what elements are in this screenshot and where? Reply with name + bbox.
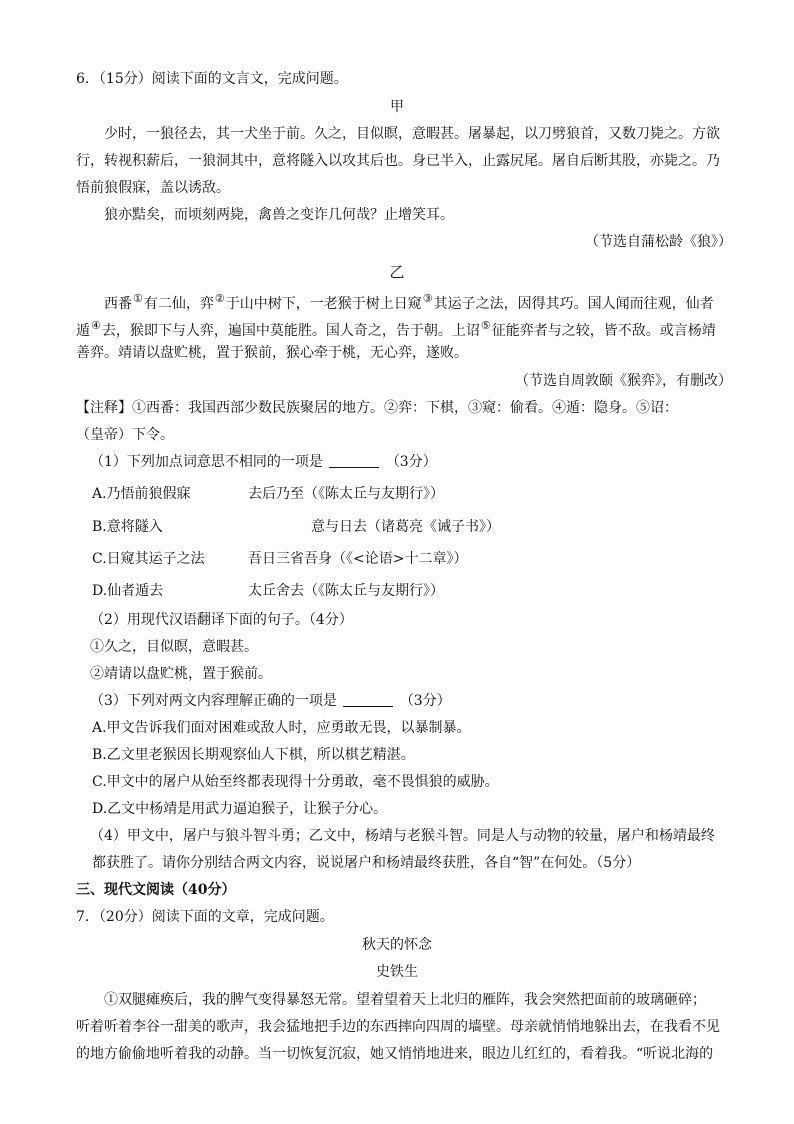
option-b-left: B.意将隧入 <box>92 519 163 535</box>
yi-paragraph-line <box>104 289 714 312</box>
q7-header: 7．（20分）阅读下面的文章，完成问题。 <box>76 909 334 925</box>
sub1-prompt-text: （1）下列加点词意思不相同的一项是 <box>90 454 323 470</box>
note-marker: ② <box>214 292 225 305</box>
yi-text: 于山中树下，一老猴于树上日窥 <box>225 296 422 312</box>
sub1-prompt <box>90 452 437 472</box>
answer-blank[interactable] <box>329 453 379 468</box>
sub3-prompt <box>90 691 451 711</box>
sub1-score: （3分） <box>385 454 437 470</box>
sub3-option: A.甲文告诉我们面对困难或敌人时，应勇敢无畏，以暴制暴。 <box>92 720 471 736</box>
sub2-prompt: （2）用现代汉语翻译下面的句子。（4分） <box>90 612 353 628</box>
option-b-right: 意与日去（诸葛亮《诫子书》） <box>311 519 500 535</box>
note-marker: ① <box>133 292 143 305</box>
notes-line: 【注释】①西番：我国西部少数民族聚居的地方。②弈：下棋，③窥：偷看。④遁：隐身。⑤诏： <box>76 400 678 416</box>
sub2-item: ②靖请以盘贮桃，置于猴前。 <box>90 666 272 682</box>
note-marker: ⑤ <box>480 319 491 332</box>
sub3-option: C.甲文中的屠户从始至终都表现得十分勇敢，毫不畏惧狼的威胁。 <box>92 774 499 790</box>
article-paragraph-line: ①双腿瘫痪后，我的脾气变得暴怒无常。望着望着天上北归的雁阵，我会突然把面前的玻璃砸碎； <box>104 992 706 1008</box>
sub4-line: （4）甲文中，屠户与狼斗智斗勇；乙文中，杨靖与老猴斗智。同是人与动物的较量，屠户和杨靖最终 <box>90 828 715 844</box>
article-paragraph-line: 听着听着李谷一甜美的歌声，我会猛地把手边的东西摔向四周的墙壁。母亲就悄悄地躲出去，在我看不见 <box>76 1019 720 1035</box>
section-heading: 三、现代文阅读（40分） <box>76 882 236 898</box>
yi-text: 其运子之法，因得其巧。国人闻而往观，仙者 <box>433 296 714 312</box>
jia-source: （节选自蒲松龄《狼》） <box>585 234 732 250</box>
sub3-option: D.乙文中杨靖是用武力逼迫猴子，让猴子分心。 <box>92 801 388 817</box>
yi-text: 去，猴即下与人弈，遍国中莫能胜。国人奇之，告于朝。上诏 <box>101 323 480 339</box>
option-c-right: 吾日三省吾身（《<论语>十二章》） <box>248 551 468 567</box>
option-d-left: D.仙者遁去 <box>92 583 164 599</box>
note-marker: ③ <box>422 292 433 305</box>
yi-text: 征能弈者与之较，皆不敌。或言杨靖 <box>491 323 716 339</box>
yi-title: 乙 <box>389 263 405 281</box>
option-d-right: 太丘舍去（《陈太丘与友期行》） <box>248 583 444 599</box>
answer-blank[interactable] <box>343 692 393 707</box>
sub2-item: ①久之，目似瞑，意暇甚。 <box>90 639 258 655</box>
yi-source: （节选自周敦颐《猴弈》，有删改） <box>515 373 732 389</box>
sub3-score: （3分） <box>399 693 451 709</box>
yi-text: 遁 <box>76 323 90 339</box>
yi-text: 西番 <box>104 296 132 312</box>
sub3-option: B.乙文里老猴因长期观察仙人下棋，所以棋艺精湛。 <box>92 747 415 763</box>
sub3-prompt-text: （3）下列对两文内容理解正确的一项是 <box>90 693 337 709</box>
jia-paragraph-line: 少时，一狼径去，其一犬坐于前。久之，目似瞑，意暇甚。屠暴起，以刀劈狼首，又数刀毙之。方欲 <box>104 126 720 142</box>
jia-paragraph-2: 狼亦黠矣，而顷刻两毙，禽兽之变诈几何哉？止增笑耳。 <box>104 207 454 223</box>
q6-header: 6．（15分）阅读下面的文言文，完成问题。 <box>76 71 348 87</box>
option-a-left: A.乃悟前狼假寐 <box>92 486 191 502</box>
jia-title: 甲 <box>390 99 404 115</box>
option-c-left: C.日窥其运子之法 <box>92 551 205 567</box>
yi-text: 有二仙，弈 <box>143 296 214 312</box>
article-paragraph-line: 的地方偷偷地听着我的动静。当一切恢复沉寂，她又悄悄地进来，眼边儿红红的，看着我。“听说北海的 <box>76 1046 714 1062</box>
yi-paragraph-line <box>76 316 716 339</box>
option-a-right: 去后乃至（《陈太丘与友期行》） <box>248 486 444 502</box>
note-marker: ④ <box>91 319 101 332</box>
article-author: 史铁生 <box>376 964 418 980</box>
notes-line: （皇帝）下令。 <box>76 427 174 443</box>
article-title: 秋天的怀念 <box>362 937 432 953</box>
yi-paragraph-line: 善弈。靖请以盘贮桃，置于猴前，猴心牵于桃，无心弈，遂败。 <box>76 345 468 361</box>
jia-paragraph-line: 行，转视积薪后，一狼洞其中，意将隧入以攻其后也。身已半入，止露尻尾。屠自后断其股，亦毙之。乃 <box>76 153 720 169</box>
sub4-line: 都获胜了。请你分别结合两文内容，说说屠户和杨靖最终获胜，各自“智”在何处。（5分） <box>92 855 641 871</box>
jia-paragraph-line: 悟前狼假寐，盖以诱敌。 <box>76 180 230 196</box>
